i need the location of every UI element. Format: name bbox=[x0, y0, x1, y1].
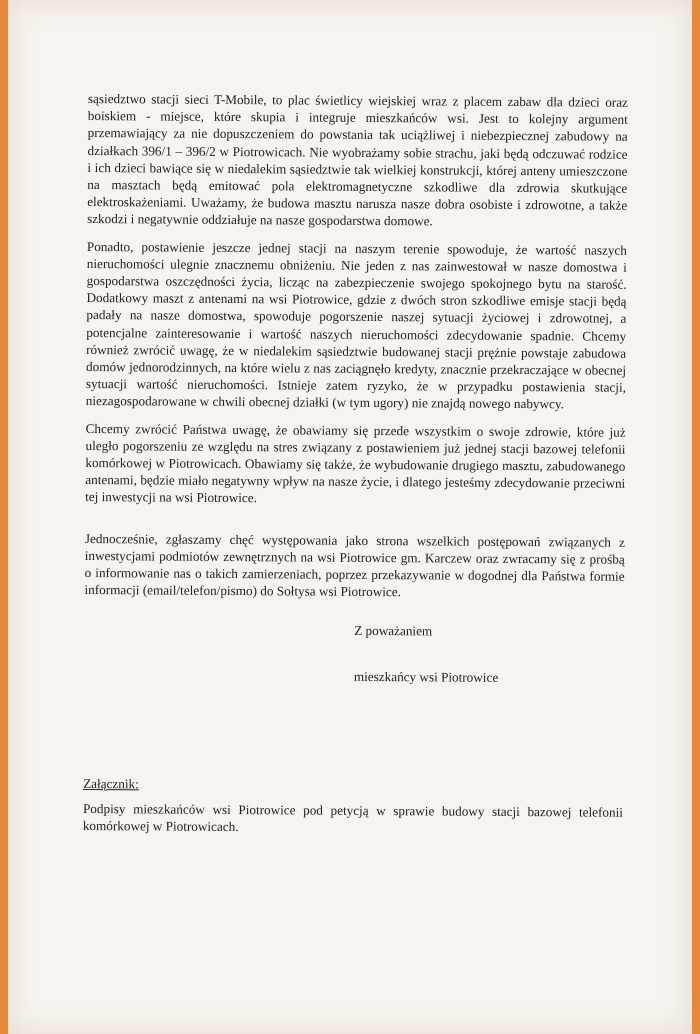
attachment-label: Załącznik: bbox=[83, 775, 139, 792]
letter-body bbox=[83, 90, 628, 838]
attachment-text: Podpisy mieszkańców wsi Piotrowice pod petycją w sprawie budowy stacji bazowej telefonii komórkowej w Piotrowicach. bbox=[82, 801, 624, 835]
paragraph-1: sąsiedztwo stacji sieci T-Mobile, to plac świetlicy wiejskiej wraz z placem zabaw dla dzieci oraz boiskiem - miejsce, które skupia i integruje mieszkańców wsi. Jest to kolejny argument przemawiający za nie dopuszczeniem do powstania tak uciążliwej i niebezpiecznej zabudowy na działkach 396/1 – 396/2 w Piotrowicach. Nie wyobrażamy sobie strachu, jaki będą odczuwać rodzice i ich dzieci bawiące się w niedalekim sąsiedztwie tak wielkiej konstrukcji, której anteny umieszczone na masztach będą emitować pola elektromagnetyczne szkodliwe dla zdrowia skutkujące elektroskażeniami. Uważamy, że budowa masztu narusza nasze dobra osobiste i zdrowotne, a także szkodzi i negatywnie oddziałuje na nasze gospodarstwa domowe. bbox=[87, 90, 628, 229]
closing-signature: mieszkańcy wsi Piotrowice bbox=[353, 668, 499, 685]
paragraph-3: Chcemy zwrócić Państwa uwagę, że obawiamy się przede wszystkim o swoje zdrowie, które już uległo pogorszeniu ze względu na stres związany z postawieniem już jednej stacji bazowej telefonii komórkowej w Piotrowicach. Obawiamy się także, że wybudowanie drugiego masztu, zabudowanego antenami, będzie miało negatywny wpływ na nasze życie, i dlatego jesteśmy zdecydowanie przeciwni tej inwestycji na wsi Piotrowice. bbox=[85, 420, 626, 506]
paragraph-4: Jednocześnie, zgłaszamy chęć występowania jako strona wszelkich postępowań związanych z inwestycjami podmiotów zewnętrznych na wsi Piotrowice gm. Karczew oraz zwracamy się z prośbą o informowanie nas o takich zamierzeniach, poprzez przekazywanie w dogodnej dla Państwa formie informacji (email/telefon/pismo) do Sołtysa wsi Piotrowice. bbox=[84, 530, 625, 600]
paragraph-2: Ponadto, postawienie jeszcze jednej stacji na naszym terenie spowoduje, że wartość naszych nieruchomości ulegnie znacznemu obniżeniu. Nie jeden z nas zainwestował w nasze domostwa i gospodarstwa oszczędności życia, licząc na zabezpieczenie swojego spokojnego bytu na starość. Dodatkowy maszt z antenami na wsi Piotrowice, gdzie z dwóch stron szkodliwe emisje stacji będą padały na nasze domostwa, spowoduje pogorszenie naszej sytuacji życiowej i zdrowotnej, a potencjalne zainteresowanie i wartość naszych nieruchomości zdecydowanie spadnie. Chcemy również zwrócić uwagę, że w niedalekim sąsiedztwie budowanej stacji prężnie powstaje zabudowa domów jednorodzinnych, na które wielu z nas zaciągnęło kredyty, znacznie przekraczające w obecnej sytuacji wartość nieruchomości. Istnieje zatem ryzyko, że w przypadku postawienia stacji, niezagospodarowane w chwili obecnej działki (w tym ugory) nie znajdą nowego nabywcy. bbox=[85, 238, 627, 412]
attachment-section bbox=[83, 775, 623, 838]
closing-greeting: Z poważaniem bbox=[354, 623, 433, 639]
closing-block bbox=[354, 622, 624, 686]
document-page bbox=[8, 0, 692, 1034]
